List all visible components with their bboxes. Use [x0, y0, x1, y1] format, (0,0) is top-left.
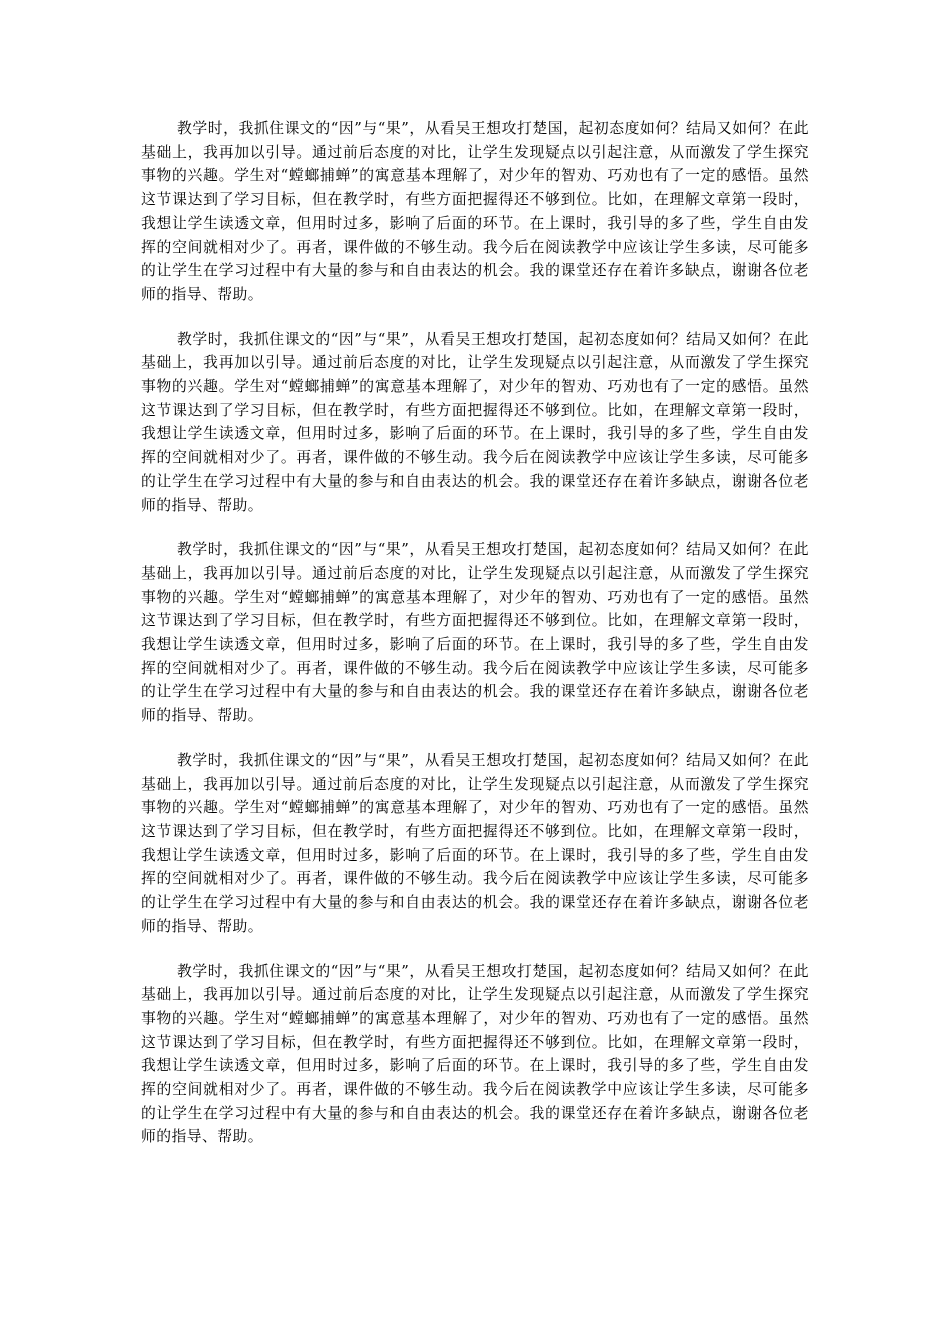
paragraph-4: 教学时，我抓住课文的“因”与“果”，从看吴王想攻打楚国，起初态度如何？结局又如何？在此基础上，我再加以引导。通过前后态度的对比，让学生发现疑点以引起注意，从而激发了学生探究事物的兴趣。学生对“螳螂捕蝉”的寓意基本理解了，对少年的智劝、巧劝也有了一定的感悟。虽然这节课达到了学习目标，但在教学时，有些方面把握得还不够到位。比如，在理解文章第一段时，我想让学生读透文章，但用时过多，影响了后面的环节。在上课时，我引导的多了些，学生自由发挥的空间就相对少了。再者，课件做的不够生动。我今后在阅读教学中应该让学生多读，尽可能多的让学生在学习过程中有大量的参与和自由表达的机会。我的课堂还存在着许多缺点，谢谢各位老师的指导、帮助。	[141, 751, 809, 935]
paragraph-1: 教学时，我抓住课文的“因”与“果”，从看吴王想攻打楚国，起初态度如何？结局又如何？在此基础上，我再加以引导。通过前后态度的对比，让学生发现疑点以引起注意，从而激发了学生探究事物的兴趣。学生对“螳螂捕蝉”的寓意基本理解了，对少年的智劝、巧劝也有了一定的感悟。虽然这节课达到了学习目标，但在教学时，有些方面把握得还不够到位。比如，在理解文章第一段时，我想让学生读透文章，但用时过多，影响了后面的环节。在上课时，我引导的多了些，学生自由发挥的空间就相对少了。再者，课件做的不够生动。我今后在阅读教学中应该让学生多读，尽可能多的让学生在学习过程中有大量的参与和自由表达的机会。我的课堂还存在着许多缺点，谢谢各位老师的指导、帮助。	[141, 120, 809, 303]
paragraph-3: 教学时，我抓住课文的“因”与“果”，从看吴王想攻打楚国，起初态度如何？结局又如何？在此基础上，我再加以引导。通过前后态度的对比，让学生发现疑点以引起注意，从而激发了学生探究事物的兴趣。学生对“螳螂捕蝉”的寓意基本理解了，对少年的智劝、巧劝也有了一定的感悟。虽然这节课达到了学习目标，但在教学时，有些方面把握得还不够到位。比如，在理解文章第一段时，我想让学生读透文章，但用时过多，影响了后面的环节。在上课时，我引导的多了些，学生自由发挥的空间就相对少了。再者，课件做的不够生动。我今后在阅读教学中应该让学生多读，尽可能多的让学生在学习过程中有大量的参与和自由表达的机会。我的课堂还存在着许多缺点，谢谢各位老师的指导、帮助。	[141, 541, 809, 725]
document-body	[141, 117, 809, 1170]
paragraph-2: 教学时，我抓住课文的“因”与“果”，从看吴王想攻打楚国，起初态度如何？结局又如何？在此基础上，我再加以引导。通过前后态度的对比，让学生发现疑点以引起注意，从而激发了学生探究事物的兴趣。学生对“螳螂捕蝉”的寓意基本理解了，对少年的智劝、巧劝也有了一定的感悟。虽然这节课达到了学习目标，但在教学时，有些方面把握得还不够到位。比如，在理解文章第一段时，我想让学生读透文章，但用时过多，影响了后面的环节。在上课时，我引导的多了些，学生自由发挥的空间就相对少了。再者，课件做的不够生动。我今后在阅读教学中应该让学生多读，尽可能多的让学生在学习过程中有大量的参与和自由表达的机会。我的课堂还存在着许多缺点，谢谢各位老师的指导、帮助。	[141, 330, 809, 514]
paragraph-5: 教学时，我抓住课文的“因”与“果”，从看吴王想攻打楚国，起初态度如何？结局又如何？在此基础上，我再加以引导。通过前后态度的对比，让学生发现疑点以引起注意，从而激发了学生探究事物的兴趣。学生对“螳螂捕蝉”的寓意基本理解了，对少年的智劝、巧劝也有了一定的感悟。虽然这节课达到了学习目标，但在教学时，有些方面把握得还不够到位。比如，在理解文章第一段时，我想让学生读透文章，但用时过多，影响了后面的环节。在上课时，我引导的多了些，学生自由发挥的空间就相对少了。再者，课件做的不够生动。我今后在阅读教学中应该让学生多读，尽可能多的让学生在学习过程中有大量的参与和自由表达的机会。我的课堂还存在着许多缺点，谢谢各位老师的指导、帮助。	[141, 962, 809, 1146]
